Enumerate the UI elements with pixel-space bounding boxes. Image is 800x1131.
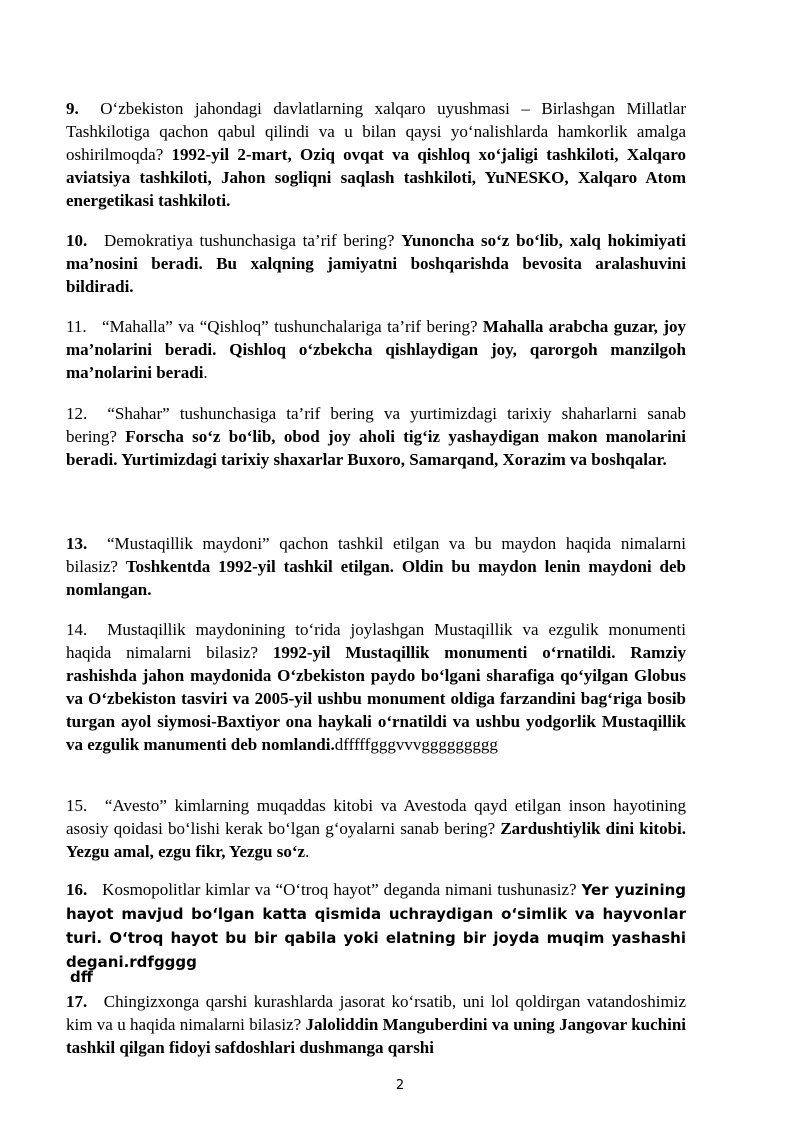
question-17 — [66, 990, 686, 1059]
answer-text: Forscha so‘z bo‘lib, obod joy aholi tig‘iz yashaydigan makon manolarini beradi. Yurtimizdagi tarixiy shaxarlar Buxoro, Samarqand, Xorazim va boshqalar. — [66, 427, 687, 469]
question-number: 13. — [66, 534, 88, 553]
question-text: “Mahalla” va “Qishloq” tushunchalariga ta’rif bering? — [102, 317, 478, 336]
question-number: 17. — [66, 992, 88, 1011]
question-number: 15. — [66, 796, 88, 815]
answer-text: Jaloliddin Manguberdini va uning Jangovar kuchini tashkil qilgan fidoyi safdoshlari dushmanga qarshi — [66, 1015, 687, 1057]
question-number: 10. — [66, 231, 88, 250]
answer-text: 1992-yil Mustaqillik monumenti o‘rnatildi. Ramziy rashishda jahon maydonida O‘zbekiston paydo bo‘lgani sharafiga qo‘yilgan Globus va O‘zbekiston tasviri va 2005-yil ushbu monument oldiga farzandini bag‘riga bosib turgan ayol siymosi-Baxtiyor ona haykali o‘rnatildi va ushbu yodgorlik Mustaqillik va ezgulik manumenti deb nomlandi. — [66, 643, 686, 754]
answer-text: Mahalla arabcha guzar, joy ma’nolarini beradi. Qishloq o‘zbekcha qishlaydigan joy, qarorgoh manzilgoh ma’nolarini beradi — [66, 317, 687, 382]
question-9 — [66, 97, 686, 212]
question-number: 16. — [66, 880, 88, 899]
question-10 — [66, 229, 686, 298]
question-number: 9. — [66, 99, 79, 118]
answer-tail: . — [305, 842, 310, 861]
question-number: 11. — [66, 317, 87, 336]
question-14 — [66, 618, 686, 756]
page-number: 2 — [395, 1078, 405, 1093]
answer-tail: dfffffgggvvvggggggggg — [334, 735, 498, 754]
question-number: 14. — [66, 620, 88, 639]
answer-text: Yunoncha so‘z bo‘lib, xalq hokimiyati ma’nosini beradi. Bu xalqning jamiyatni boshqarishda bevosita aralashuvini bildiradi. — [66, 231, 687, 296]
stray-text: dff — [70, 968, 93, 986]
answer-text: Zardushtiylik dini kitobi. Yezgu amal, ezgu fikr, Yezgu so‘z — [66, 819, 687, 861]
answer-tail: . — [203, 363, 208, 382]
question-text: “Shahar” tushunchasiga ta’rif bering va yurtimizdagi tarixiy shaharlarni sanab bering? — [66, 404, 686, 446]
question-12 — [66, 402, 686, 471]
question-13 — [66, 532, 686, 601]
question-text: Kosmopolitlar kimlar va “O‘troq hayot” deganda nimani tushunasiz? — [102, 880, 577, 899]
question-11 — [66, 315, 686, 384]
question-text: “Avesto” kimlarning muqaddas kitobi va Avestoda qayd etilgan inson hayotining asosiy qoidasi bo‘lishi kerak bo‘lgan g‘oyalarni sanab bering? — [66, 796, 686, 838]
answer-text: Toshkentda 1992-yil tashkil etilgan. Oldin bu maydon lenin maydoni deb nomlangan. — [66, 557, 686, 599]
question-number: 12. — [66, 404, 88, 423]
question-text: O‘zbekiston jahondagi davlatlarning xalqaro uyushmasi – Birlashgan Millatlar Tashkilotiga qachon qabul qilindi va u bilan qaysi yo‘nalishlarda hamkorlik amalga oshirilmoqda? — [66, 99, 686, 164]
answer-text: 1992-yil 2-mart, Oziq ovqat va qishloq xo‘jaligi tashkiloti, Xalqaro aviatsiya tashkiloti, Jahon sogliqni saqlash tashkiloti, YuNESKO, Xalqaro Atom energetikasi tashkiloti. — [66, 145, 687, 210]
answer-text: Yer yuzining hayot mavjud bo‘lgan katta qismida uchraydigan o‘simlik va hayvonlar turi. O‘troq hayot bu bir qabila yoki elatning bir joyda muqim yashashi degani.rdfgggg — [66, 881, 687, 971]
question-text: Mustaqillik maydonining to‘rida joylashgan Mustaqillik va ezgulik monumenti haqida nimalarni bilasiz? — [66, 620, 686, 662]
question-text: “Mustaqillik maydoni” qachon tashkil etilgan va bu maydon haqida nimalarni bilasiz? — [66, 534, 686, 576]
question-15 — [66, 794, 686, 863]
question-16 — [66, 878, 686, 974]
question-text: Demokratiya tushunchasiga ta’rif bering? — [104, 231, 395, 250]
question-text: Chingizxonga qarshi kurashlarda jasorat ko‘rsatib, uni lol qoldirgan vatandoshimiz kim va u haqida nimalarni bilasiz? — [66, 992, 687, 1034]
